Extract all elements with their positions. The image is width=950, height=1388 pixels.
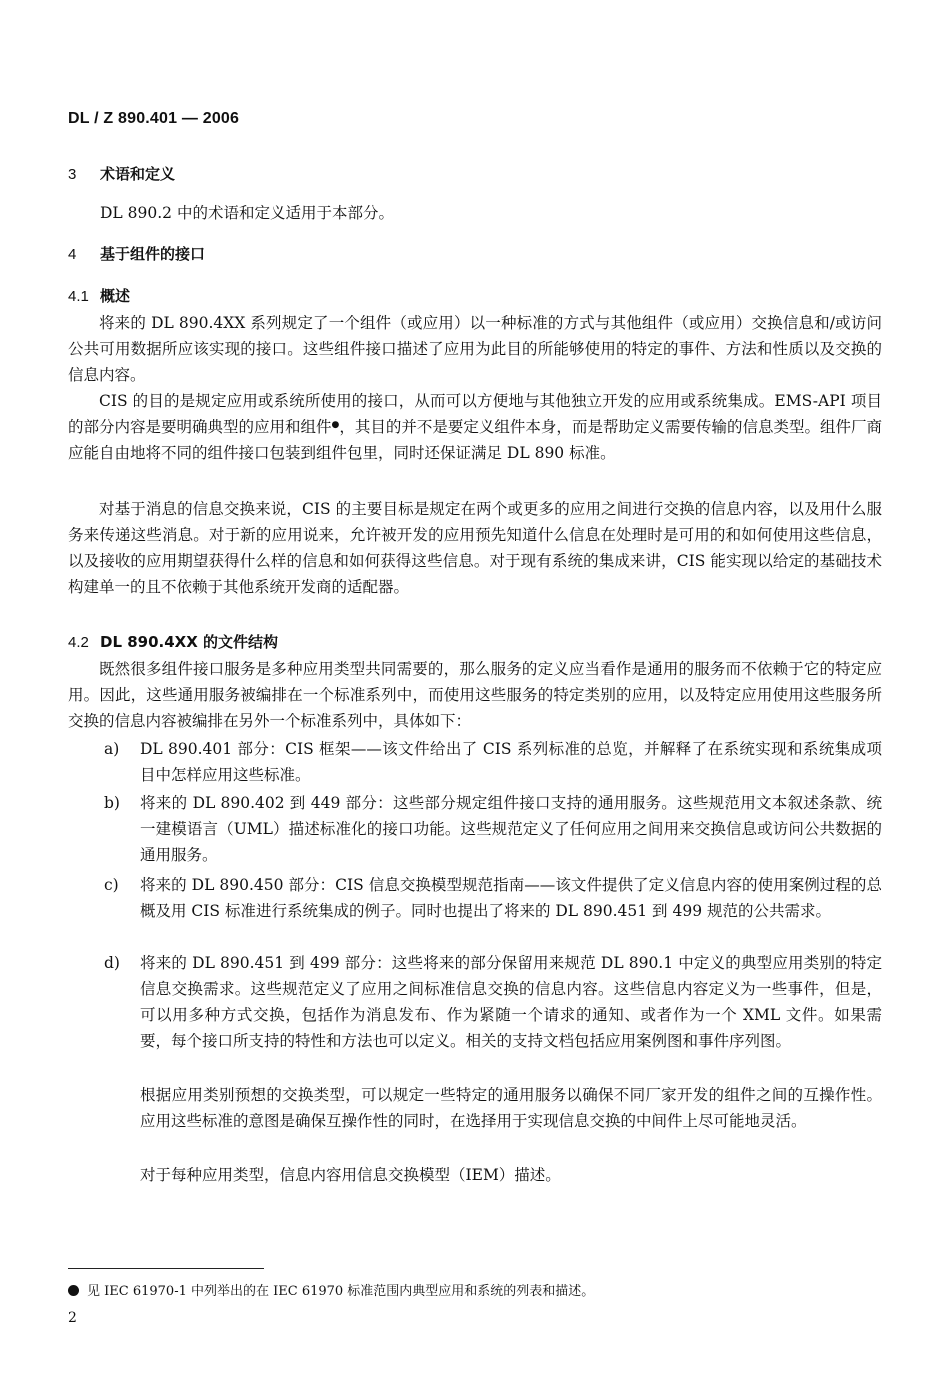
section-number: 4.2 bbox=[68, 634, 89, 651]
list-label: a) bbox=[104, 740, 120, 758]
list-text: 将来的 DL 890.451 到 499 部分：这些将来的部分保留用来规范 DL 890.1 中定义的典型应用类别的特定信息交换需求。这些规范定义了应用之间标准信息交换的信息内容。这些信息内容定义为一些事件，但是，可以用多种方式交换，包括作为消息发布、作为紧随一个请求的通知、或者作为一个 XML 文件。如果需要，每个接口所支持的特性和方法也可以定义。相关的支持文档包括应用案例图和事件序列图。 bbox=[140, 954, 882, 1050]
footnote bbox=[68, 1280, 594, 1299]
section-4-1-para-1: 将来的 DL 890.4XX 系列规定了一个组件（或应用）以一种标准的方式与其他组件（或应用）交换信息和/或访问公共可用数据所应该实现的接口。这些组件接口描述了应用为此目的所能够使用的特定的事件、方法和性质以及交换的信息内容。 bbox=[68, 314, 882, 384]
list-text: 将来的 DL 890.402 到 449 部分：这些部分规定组件接口支持的通用服务。这些规范用文本叙述条款、统一建模语言（UML）描述标准化的接口功能。这些规范定义了任何应用之间用来交换信息或访问公共数据的通用服务。 bbox=[140, 794, 882, 864]
footnote-bullet-icon bbox=[68, 1285, 79, 1296]
list-text: DL 890.401 部分：CIS 框架——该文件给出了 CIS 系列标准的总览，并解释了在系统实现和系统集成项目中怎样应用这些标准。 bbox=[140, 740, 882, 784]
section-4-1-para-2 bbox=[68, 388, 882, 466]
list-item-a bbox=[104, 736, 882, 788]
section-title: 概述 bbox=[100, 287, 131, 305]
para-text: CIS 的目的是规定应用或系统所使用的接口，从而可以方便地与其他独立开发的应用或系统集成。EMS-API 项目的部分内容是要明确典型的应用和组件 bbox=[68, 392, 882, 436]
section-title: DL 890.4XX 的文件结构 bbox=[100, 633, 279, 651]
section-number: 4.1 bbox=[68, 288, 89, 305]
para-text: ，其目的并不是要定义组件本身，而是帮助定义需要传输的信息类型。组件厂商应能自由地将不同的组件接口包装到组件包里，同时还保证满足 DL 890 标准。 bbox=[68, 418, 882, 462]
section-4-1-heading bbox=[68, 285, 130, 306]
section-number: 4 bbox=[68, 246, 77, 263]
list-item-d bbox=[104, 950, 882, 1054]
footnote-marker: ● bbox=[331, 420, 340, 430]
list-label: c) bbox=[104, 876, 119, 894]
section-3-paragraph: DL 890.2 中的术语和定义适用于本部分。 bbox=[100, 204, 394, 222]
section-4-heading bbox=[68, 243, 205, 264]
section-4-2-after-2: 对于每种应用类型，信息内容用信息交换模型（IEM）描述。 bbox=[140, 1166, 561, 1184]
list-label: b) bbox=[104, 794, 120, 812]
list-label: d) bbox=[104, 954, 120, 972]
page-number: 2 bbox=[68, 1310, 77, 1326]
footnote-divider bbox=[68, 1268, 264, 1269]
standard-code-header: DL / Z 890.401 — 2006 bbox=[68, 110, 240, 127]
list-item-b bbox=[104, 790, 882, 868]
section-number: 3 bbox=[68, 166, 77, 183]
section-title: 基于组件的接口 bbox=[100, 245, 206, 263]
section-title: 术语和定义 bbox=[100, 165, 176, 183]
footnote-text: 见 IEC 61970-1 中列举出的在 IEC 61970 标准范围内典型应用和系统的列表和描述。 bbox=[87, 1284, 595, 1299]
section-3-heading bbox=[68, 163, 175, 184]
section-4-2-intro: 既然很多组件接口服务是多种应用类型共同需要的，那么服务的定义应当看作是通用的服务而不依赖于它的特定应用。因此，这些通用服务被编排在一个标准系列中，而使用这些服务的特定类别的应用，以及特定应用使用这些服务所交换的信息内容被编排在另外一个标准系列中，具体如下： bbox=[68, 660, 882, 730]
section-4-2-heading bbox=[68, 631, 278, 652]
section-4-1-para-3: 对基于消息的信息交换来说，CIS 的主要目标是规定在两个或更多的应用之间进行交换的信息内容，以及用什么服务来传递这些消息。对于新的应用说来，允许被开发的应用预先知道什么信息在处理时是可用的和如何使用这些信息，以及接收的应用期望获得什么样的信息和如何获得这些信息。对于现有系统的集成来讲，CIS 能实现以给定的基础技术构建单一的且不依赖于其他系统开发商的适配器。 bbox=[68, 500, 882, 596]
list-item-c bbox=[104, 872, 882, 924]
section-4-2-after-1: 根据应用类别预想的交换类型，可以规定一些特定的通用服务以确保不同厂家开发的组件之间的互操作性。应用这些标准的意图是确保互操作性的同时，在选择用于实现信息交换的中间件上尽可能地灵活。 bbox=[140, 1086, 882, 1130]
list-text: 将来的 DL 890.450 部分：CIS 信息交换模型规范指南——该文件提供了定义信息内容的使用案例过程的总概及用 CIS 标准进行系统集成的例子。同时也提出了将来的 DL 890.451 到 499 规范的公共需求。 bbox=[140, 876, 882, 920]
